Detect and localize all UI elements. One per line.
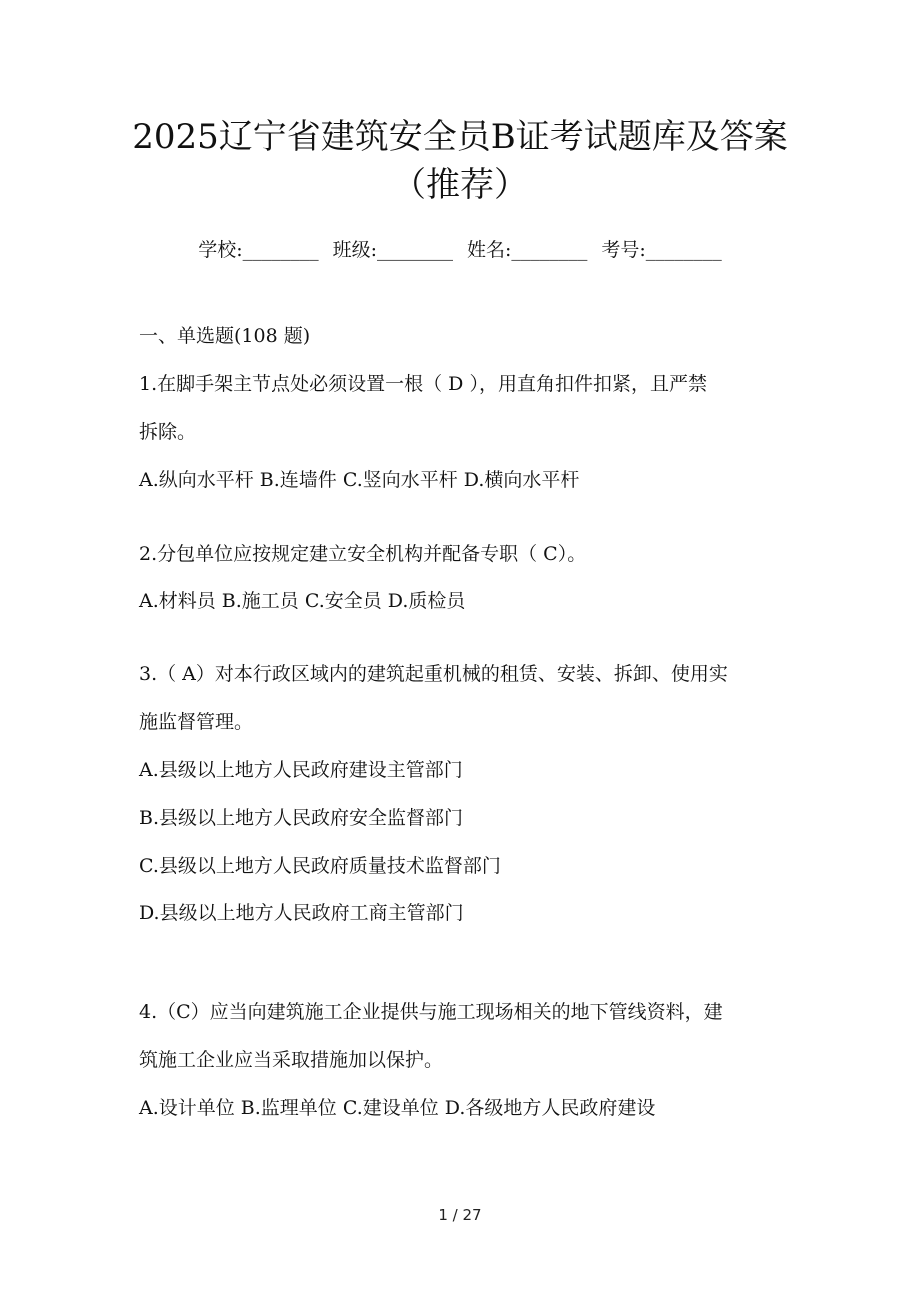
exam-number-field: 考号:________ [601,239,722,261]
class-field: 班级:________ [332,239,453,261]
document-title-subtitle: （推荐） [392,165,528,205]
question-4-options: A.设计单位 B.监理单位 C.建设单位 D.各级地方人民政府建设 [139,1097,656,1119]
question-3-option-a: A.县级以上地方人民政府建设主管部门 [139,759,463,781]
question-1-options: A.纵向水平杆 B.连墙件 C.竖向水平杆 D.横向水平杆 [139,469,580,491]
question-4-stem-cont: 筑施工企业应当采取措施加以保护。 [139,1049,444,1071]
question-1-stem-cont: 拆除。 [139,421,197,443]
section-heading: 一、单选题(108 题) [139,325,311,347]
name-field: 姓名:________ [467,239,588,261]
question-3-stem-cont: 施监督管理。 [139,711,254,733]
page-number: 1 / 27 [438,1206,482,1224]
question-3-option-b: B.县级以上地方人民政府安全监督部门 [139,807,464,829]
question-3-option-c: C.县级以上地方人民政府质量技术监督部门 [139,855,501,877]
document-title: 2025辽宁省建筑安全员B证考试题库及答案 [132,117,788,157]
student-info-line [0,236,920,264]
question-3-stem: 3.（ A）对本行政区域内的建筑起重机械的租赁、安装、拆卸、使用实 [139,663,728,685]
question-3-option-d: D.县级以上地方人民政府工商主管部门 [139,902,464,924]
question-4-stem: 4.（C）应当向建筑施工企业提供与施工现场相关的地下管线资料，建 [139,1001,723,1023]
school-field: 学校:________ [198,239,319,261]
question-2-stem: 2.分包单位应按规定建立安全机构并配备专职（ C）。 [139,543,587,565]
question-2-options: A.材料员 B.施工员 C.安全员 D.质检员 [139,590,466,612]
question-1-stem: 1.在脚手架主节点处必须设置一根（ D ），用直角扣件扣紧，且严禁 [139,373,707,395]
